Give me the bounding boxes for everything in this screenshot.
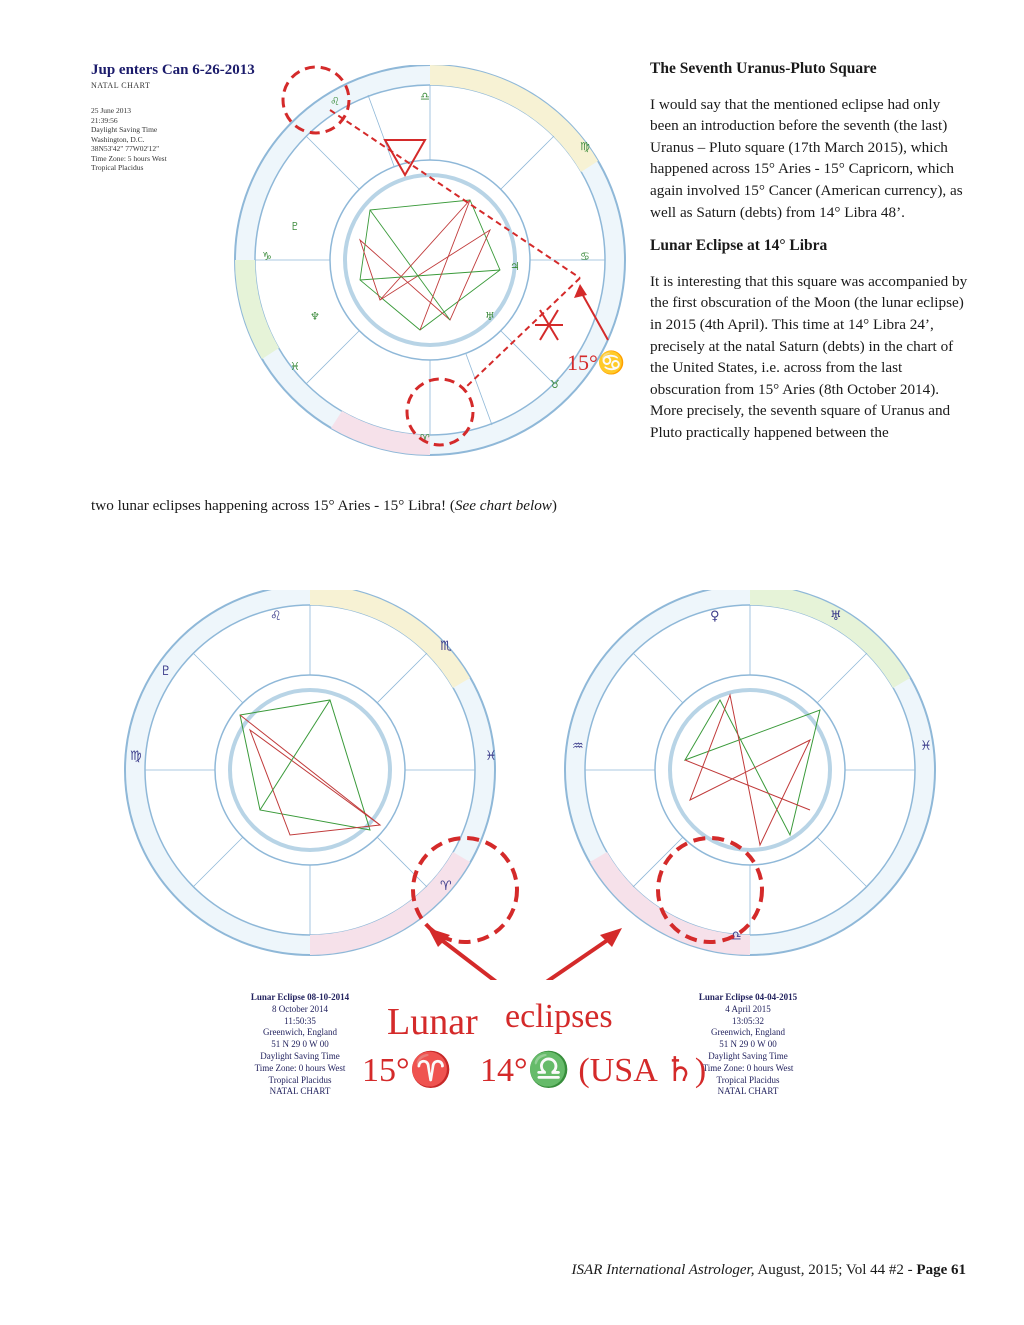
continuation-end: )	[551, 497, 557, 514]
svg-text:♈: ♈	[440, 879, 452, 894]
svg-text:♎: ♎	[420, 90, 430, 103]
left-chart-info	[225, 992, 375, 1098]
continuation-emphasis: See chart below	[454, 497, 552, 514]
info-line: Daylight Saving Time	[260, 1050, 340, 1061]
svg-text:♈: ♈	[420, 432, 430, 445]
top-chart-title: Jup enters Can 6-26-2013	[91, 62, 255, 78]
right-eclipse-wheel	[565, 590, 935, 955]
section-heading: The Seventh Uranus-Pluto Square	[650, 60, 877, 77]
callout-degree-libra: 14°♎ (USA ♄)	[480, 1052, 707, 1089]
svg-text:♓: ♓	[290, 360, 300, 373]
paragraph-continuation	[91, 497, 557, 515]
svg-text:♌: ♌	[330, 95, 340, 108]
info-line: Daylight Saving Time	[708, 1050, 788, 1061]
info-line: Tropical Placidus	[716, 1074, 780, 1085]
callout-degree-aries: 15°♈	[362, 1052, 452, 1089]
svg-text:♋: ♋	[580, 250, 590, 263]
info-line: Greenwich, England	[263, 1027, 337, 1038]
svg-text:♓: ♓	[920, 739, 932, 754]
top-chart-annotation: 15°♋	[567, 350, 626, 375]
svg-text:♒: ♒	[572, 739, 584, 754]
meta-line: 38N53'42" 77W02'12"	[91, 144, 160, 153]
info-line: 11:50:35	[284, 1015, 316, 1026]
svg-text:♇: ♇	[160, 664, 172, 679]
footer-page-number: Page 61	[916, 1262, 966, 1278]
svg-text:♅: ♅	[485, 310, 495, 323]
article-column	[650, 58, 970, 456]
meta-line: Tropical Placidus	[91, 163, 144, 172]
info-line: Greenwich, England	[711, 1027, 785, 1038]
info-line: 51 N 29 0 W 00	[719, 1039, 777, 1050]
meta-line: Time Zone: 5 hours West	[91, 153, 167, 163]
meta-line: Daylight Saving Time	[91, 125, 158, 134]
svg-text:♑: ♑	[262, 250, 272, 263]
svg-text:♎: ♎	[730, 929, 742, 944]
left-eclipse-wheel	[125, 590, 517, 955]
svg-text:♀: ♀	[710, 609, 720, 624]
page-footer	[572, 1262, 966, 1279]
left-chart-title: Lunar Eclipse 08-10-2014	[250, 992, 350, 1002]
svg-text:♍: ♍	[130, 749, 142, 764]
svg-text:♆: ♆	[310, 310, 320, 323]
paragraph: It is interesting that this square was accompanied by the first obscuration of the Moon (the lunar eclipse) in 2015 (4th April). This time at 14° Libra 24’, precisely at the natal Saturn (debts) in the chart of the United States, i.e. across from the last obscuration from 15° Aries (8th October 2014). More precisely, the seventh square of Uranus and Pluto practically happened between the	[650, 272, 968, 441]
info-line: NATAL CHART	[269, 1086, 331, 1097]
meta-line: Washington, D.C.	[91, 134, 145, 144]
info-line: 4 April 2015	[725, 1003, 771, 1014]
callout-eclipses: eclipses	[505, 998, 613, 1035]
lunar-eclipse-charts	[100, 590, 960, 980]
footer-date: August, 2015; Vol 44 #2 -	[754, 1262, 917, 1278]
info-line: Time Zone: 0 hours West	[254, 1062, 346, 1073]
right-chart-title: Lunar Eclipse 04-04-2015	[698, 992, 798, 1002]
info-line: 13:05:32	[731, 1015, 764, 1026]
footer-journal: ISAR International Astrologer,	[571, 1262, 755, 1278]
info-line: Tropical Placidus	[268, 1074, 332, 1085]
svg-text:♌: ♌	[270, 609, 282, 624]
svg-text:♍: ♍	[580, 140, 590, 153]
info-line: 8 October 2014	[272, 1003, 328, 1014]
paragraph: I would say that the mentioned eclipse had only been an introduction before the seventh (the last) Uranus – Pluto square (17th March 2015), which happened across 15° Aries - 15° Capricorn, which again involved 15° Cancer (American currency), as well as Saturn (debts) from 14° Libra 48’.	[650, 95, 963, 221]
info-line: 51 N 29 0 W 00	[271, 1039, 329, 1050]
top-chart-subtitle: NATAL CHART	[91, 81, 151, 90]
callout-lunar: Lunar	[387, 1001, 478, 1043]
continuation-text: two lunar eclipses happening across 15° Aries - 15° Libra! (	[91, 497, 455, 514]
info-line: NATAL CHART	[717, 1086, 779, 1097]
top-natal-chart-wheel	[190, 65, 630, 465]
meta-line: 21:39:56	[91, 115, 118, 125]
svg-text:♃: ♃	[510, 260, 520, 273]
svg-text:♏: ♏	[440, 639, 452, 654]
info-line: Time Zone: 0 hours West	[702, 1062, 794, 1073]
meta-line: 25 June 2013	[91, 106, 131, 115]
svg-text:♅: ♅	[830, 609, 842, 624]
svg-text:♇: ♇	[290, 220, 300, 233]
svg-text:♉: ♉	[550, 378, 560, 391]
section-heading: Lunar Eclipse at 14° Libra	[650, 237, 828, 255]
svg-text:♓: ♓	[485, 749, 497, 764]
